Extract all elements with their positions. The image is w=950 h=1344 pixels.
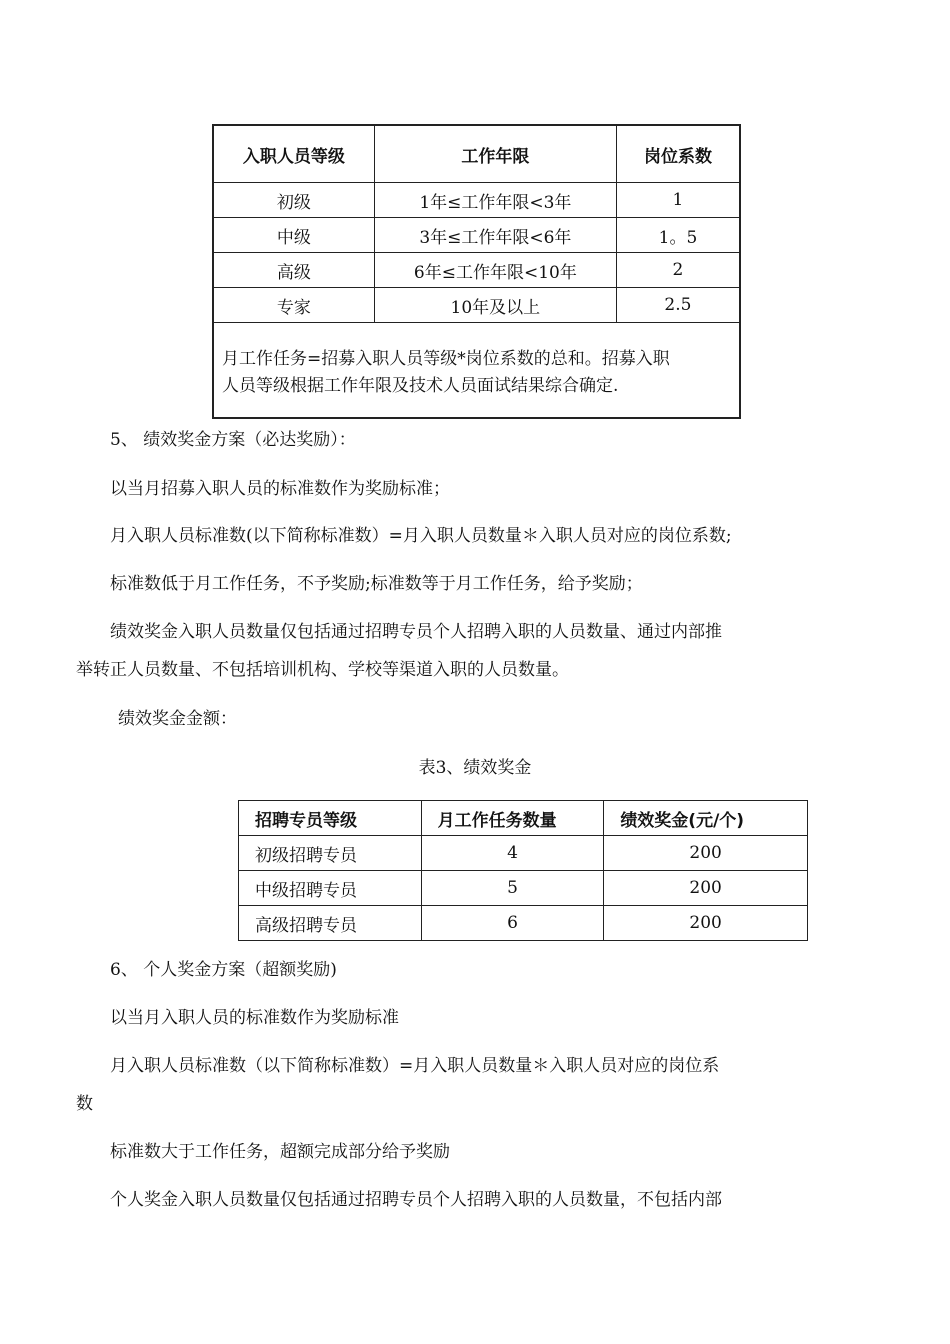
- table-cell: 中级招聘专员: [239, 871, 422, 906]
- paragraph: 以当月招募入职人员的标准数作为奖励标准；: [110, 479, 450, 499]
- table-cell: 专家: [213, 288, 374, 323]
- table-cell: 1。5: [616, 218, 740, 253]
- table-cell: 初级: [213, 183, 374, 218]
- table-row: [239, 836, 808, 871]
- table-cell: 200: [604, 906, 808, 941]
- table-row: [239, 906, 808, 941]
- header-cell: 入职人员等级: [213, 125, 374, 183]
- header-cell: 绩效奖金(元/个): [604, 801, 808, 836]
- header-cell: 招聘专员等级: [239, 801, 422, 836]
- paragraph: 月入职人员标准数（以下简称标准数）=月入职人员数量＊入职人员对应的岗位系: [110, 1056, 720, 1076]
- table-row: [213, 183, 740, 218]
- paragraph-continuation: 数: [76, 1094, 93, 1114]
- table-header-row: [239, 801, 808, 836]
- header-cell: 岗位系数: [616, 125, 740, 183]
- table-cell: 4: [421, 836, 604, 871]
- note-line: 人员等级根据工作年限及技术人员面试结果综合确定.: [222, 376, 619, 396]
- section-5-heading: 5、 绩效奖金方案（必达奖励）：: [110, 430, 356, 450]
- header-cell: 工作年限: [374, 125, 616, 183]
- paragraph: 标准数大于工作任务，超额完成部分给予奖励: [110, 1142, 450, 1162]
- note-line: 月工作任务=招募入职人员等级*岗位系数的总和。招募入职: [222, 349, 670, 369]
- table-cell: 高级招聘专员: [239, 906, 422, 941]
- table-note: [213, 323, 740, 419]
- bonus-table: [238, 800, 808, 941]
- table-cell: 6年≤工作年限<10年: [374, 253, 616, 288]
- paragraph: 个人奖金入职人员数量仅包括通过招聘专员个人招聘入职的人员数量，不包括内部: [110, 1190, 722, 1210]
- paragraph: 绩效奖金入职人员数量仅包括通过招聘专员个人招聘入职的人员数量、通过内部推: [110, 622, 722, 642]
- table-cell: 初级招聘专员: [239, 836, 422, 871]
- table-header-row: [213, 125, 740, 183]
- table-cell: 1: [616, 183, 740, 218]
- table-cell: 200: [604, 871, 808, 906]
- paragraph: 月入职人员标准数(以下简称标准数）=月入职人员数量＊入职人员对应的岗位系数;: [110, 526, 732, 546]
- table-cell: 5: [421, 871, 604, 906]
- section-6-heading: 6、 个人奖金方案（超额奖励): [110, 960, 337, 980]
- table-row: [239, 871, 808, 906]
- table-caption: 表3、绩效奖金: [418, 758, 532, 778]
- table-row: [213, 218, 740, 253]
- table-cell: 1年≤工作年限<3年: [374, 183, 616, 218]
- table-cell: 2.5: [616, 288, 740, 323]
- table-cell: 中级: [213, 218, 374, 253]
- paragraph-continuation: 举转正人员数量、不包括培训机构、学校等渠道入职的人员数量。: [76, 660, 569, 680]
- table-cell: 10年及以上: [374, 288, 616, 323]
- table-cell: 200: [604, 836, 808, 871]
- table-note-row: [213, 323, 740, 419]
- job-coefficient-table: [212, 124, 741, 419]
- paragraph: 以当月入职人员的标准数作为奖励标准: [110, 1008, 399, 1028]
- paragraph: 标准数低于月工作任务，不予奖励;标准数等于月工作任务，给予奖励；: [110, 574, 643, 594]
- table-row: [213, 253, 740, 288]
- table-row: [213, 288, 740, 323]
- paragraph: 绩效奖金金额：: [118, 709, 237, 729]
- table-cell: 高级: [213, 253, 374, 288]
- header-cell: 月工作任务数量: [421, 801, 604, 836]
- table-cell: 6: [421, 906, 604, 941]
- table-cell: 3年≤工作年限<6年: [374, 218, 616, 253]
- table-cell: 2: [616, 253, 740, 288]
